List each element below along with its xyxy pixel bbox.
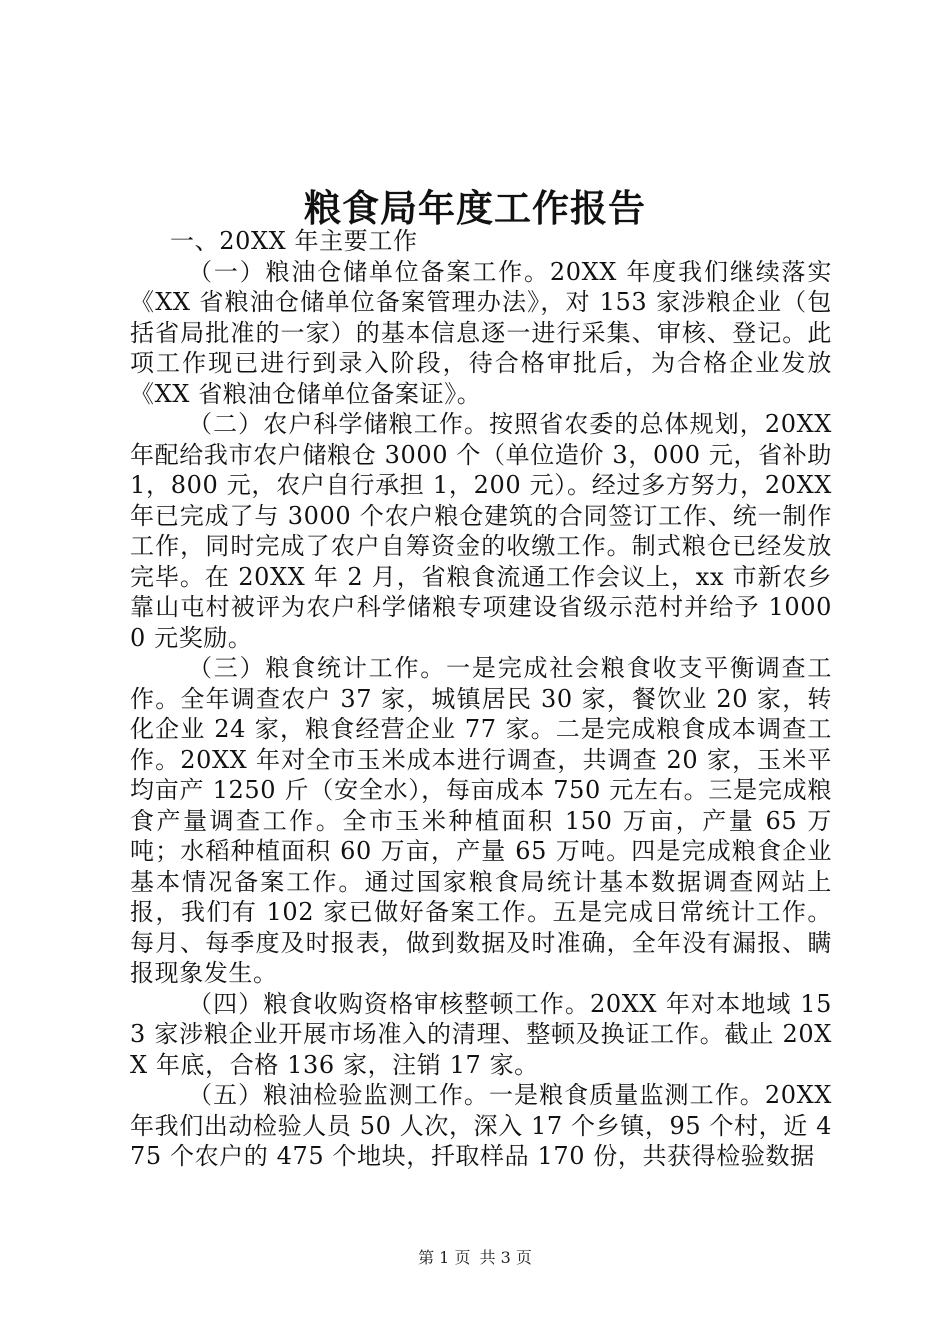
document-title: 粮食局年度工作报告 bbox=[304, 186, 646, 230]
paragraph-warehouse-filing: （一）粮油仓储单位备案工作。20XX 年度我们继续落实《XX 省粮油仓储单位备案管理办法》，对 153 家涉粮企业（包括省局批准的一家）的基本信息逐一进行采集、审核、登记。此项工作现已进行到录入阶段，待合格审批后，为合格企业发放《XX 省粮油仓储单位备案证》。 bbox=[130, 257, 832, 408]
page-total: 共 3 页 bbox=[479, 1248, 532, 1267]
paragraph-grain-statistics: （三）粮食统计工作。一是完成社会粮食收支平衡调查工作。全年调查农户 37 家，城镇居民 30 家，餐饮业 20 家，转化企业 24 家，粮食经营企业 77 家。二是完成粮食成本调查工作。20XX 年对全市玉米成本进行调查，共调查 20 家，玉米平均亩产 1250 斤（安全水），每亩成本 750 元左右。三是完成粮食产量调查工作。全市玉米种植面积 150 万亩，产量 65 万吨；水稻种植面积 60 万亩，产量 65 万吨。四是完成粮食企业基本情况备案工作。通过国家粮食局统计基本数据调查网站上报，我们有 102 家已做好备案工作。五是完成日常统计工作。每月、每季度及时报表，做到数据及时准确，全年没有漏报、瞒报现象发生。 bbox=[130, 654, 832, 987]
section-heading: 一、20XX 年主要工作 bbox=[170, 227, 418, 255]
paragraph-quality-inspection: （五）粮油检验监测工作。一是粮食质量监测工作。20XX 年我们出动检验人员 50 人次，深入 17 个乡镇，95 个村，近 475 个农户的 475 个地块，扦取样品 170 份，共获得检验数据 bbox=[130, 1081, 832, 1170]
paragraph-purchase-qualification: （四）粮食收购资格审核整顿工作。20XX 年对本地域 153 家涉粮企业开展市场准入的清理、整顿及换证工作。截止 20XX 年底，合格 136 家，注销 17 家。 bbox=[130, 989, 832, 1079]
document-body bbox=[130, 226, 832, 1172]
page-number: 第 1 页 bbox=[418, 1248, 471, 1267]
paragraph-farmer-storage: （二）农户科学储粮工作。按照省农委的总体规划，20XX 年配给我市农户储粮仓 3000 个（单位造价 3，000 元，省补助 1，800 元，农户自行承担 1，200 元）。经过多方努力，20XX 年已完成了与 3000 个农户粮仓建筑的合同签订工作、统一制作工作，同时完成了农户自筹资金的收缴工作。制式粮仓已经发放完毕。在 20XX 年 2 月，省粮食流通工作会议上，xx 市新农乡靠山屯村被评为农户科学储粮专项建设省级示范村并给予 10000 元奖励。 bbox=[130, 410, 832, 652]
page-footer bbox=[0, 1245, 950, 1268]
